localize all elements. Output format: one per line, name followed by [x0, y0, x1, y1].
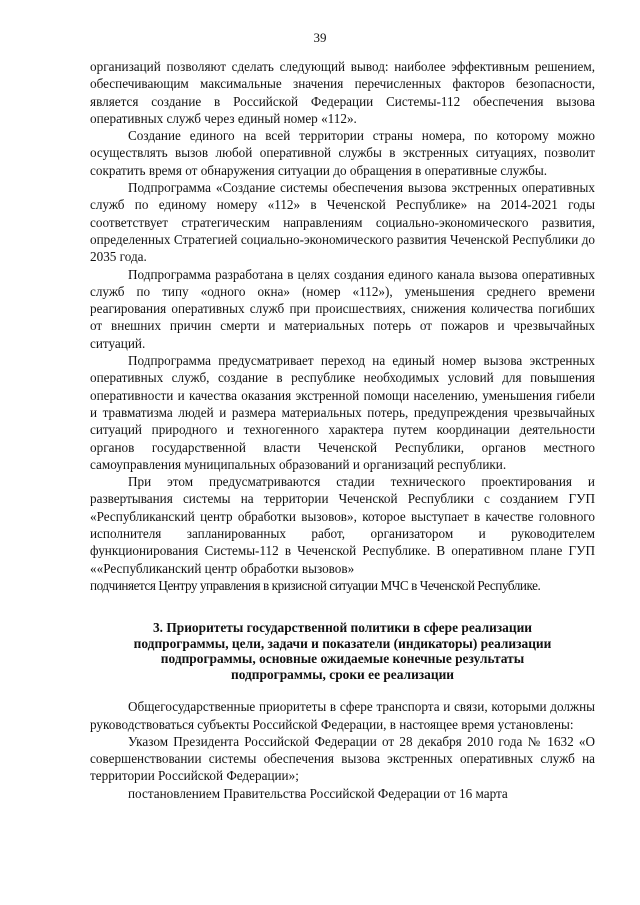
- paragraph-subprogram-transition: Подпрограмма предусматривает переход на единый номер вызова экстренных оперативных служб, создание в республике необходимых условий для повышения оперативности и качества оказания экстренной помощи населению, уменьшения гибели и травматизма людей и размера материальных потерь, предупреждения чрезвычайных ситуаций природного и техногенного характера путем координации деятельности органов государственной власти Чеченской Республики, органов местного самоуправления муниципальных образований и организаций республики.: [90, 353, 595, 472]
- section-3-text: [90, 698, 595, 802]
- paragraph-government-resolution: постановлением Правительства Российской Федерации от 16 марта: [128, 785, 508, 801]
- section-heading-line: 3. Приоритеты государственной политики в сфере реализации: [152, 620, 533, 636]
- section-2-text: [90, 58, 595, 594]
- section-heading-line: подпрограммы, цели, задачи и показатели (индикаторы) реализации: [133, 635, 552, 651]
- section-heading-line: подпрограммы, сроки ее реализации: [230, 666, 455, 682]
- document-body: [90, 58, 595, 802]
- section-heading: [90, 620, 595, 682]
- paragraph-subordination: подчиняется Центру управления в кризисной ситуации МЧС в Чеченской Республике.: [90, 577, 541, 593]
- paragraph-deployment-stages: При этом предусматриваются стадии технического проектирования и развертывания системы на территории Чеченской Республики с созданием ГУП «Республиканский центр обработки вызовов», которое выступает в качестве головного исполнителя запланированных работ, организатором и руководителем функционирования Системы-112 в Чеченской Республике. В оперативном плане ГУП ««Республиканский центр обработки вызовов»: [90, 474, 595, 576]
- paragraph-presidential-decree: Указом Президента Российской Федерации от 28 декабря 2010 года № 1632 «О совершенствовании системы обеспечения вызова экстренных оперативных служб на территории Российской Федерации»;: [90, 733, 595, 784]
- paragraph-single-number: Создание единого на всей территории страны номера, по которому можно осуществлять вызов любой оперативной службы в экстренных ситуациях, позволит сократить время от обнаружения ситуации до обращения в оперативные службы.: [90, 128, 595, 178]
- paragraph-subprogram-goals: Подпрограмма разработана в целях создания единого канала вызова оперативных служб по типу «одного окна» (номер «112»), уменьшения среднего времени реагирования оперативных служб при происшествиях, снижения количества погибших от внешних причин смерти и материальных потерь от пожаров и чрезвычайных ситуаций.: [90, 266, 595, 351]
- paragraph-conclusion: организаций позволяют сделать следующий вывод: наиболее эффективным решением, обеспечивающим максимальные значения перечисленных факторов безопасности, является создание в Российской Федерации Системы-112 обеспечения вызова оперативных служб через единый номер «112».: [90, 59, 595, 126]
- paragraph-priorities: Общегосударственные приоритеты в сфере транспорта и связи, которыми должны руководствоваться субъекты Российской Федерации, в настоящее время установлены:: [90, 699, 595, 732]
- paragraph-subprogram-strategy: Подпрограмма «Создание системы обеспечения вызова экстренных оперативных служб по единому номеру «112» в Чеченской Республике» на 2014-2021 годы соответствует стратегическим направлениям социально-экономического развития, определенных Стратегией социально-экономического развития Чеченской Республики до 2035 года.: [90, 180, 595, 265]
- section-heading-line: подпрограммы, основные ожидаемые конечные результаты: [160, 651, 525, 667]
- page-number: 39: [313, 30, 327, 45]
